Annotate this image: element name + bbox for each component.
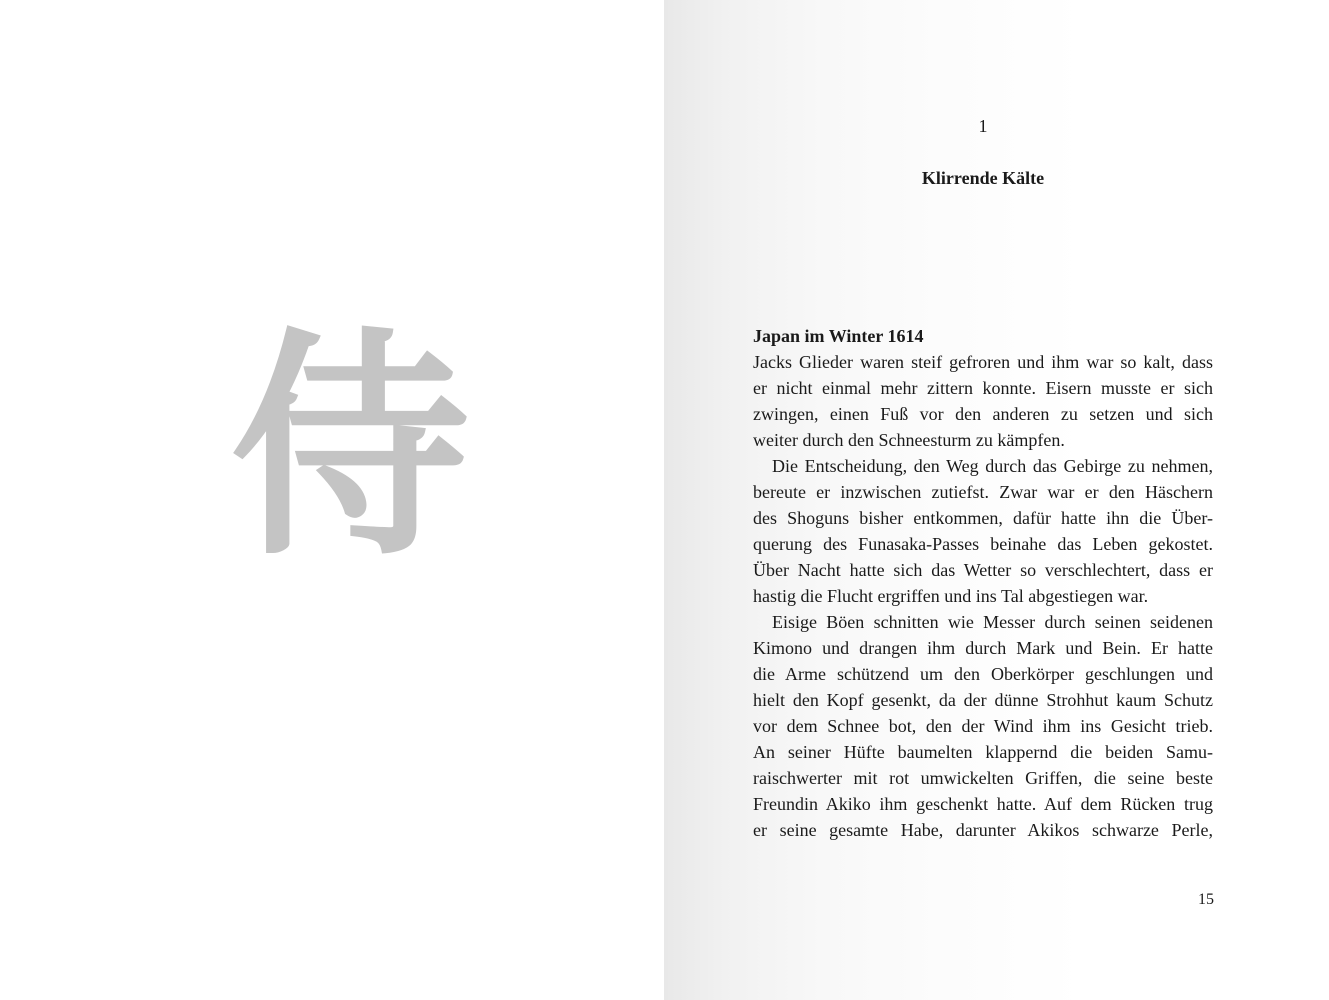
right-page — [664, 0, 1329, 1000]
text-line: er nicht einmal mehr zittern konnte. Eisern musste er sich — [753, 378, 1213, 398]
text-line: bereute er inzwischen zutiefst. Zwar war er den Häschern — [753, 482, 1213, 502]
text-line: Freundin Akiko ihm geschenkt hatte. Auf dem Rücken trug — [753, 794, 1213, 814]
text-line: vor dem Schnee bot, den der Wind ihm ins Gesicht trieb. — [753, 716, 1213, 736]
text-line: raischwerter mit rot umwickelten Griffen, die seine beste — [753, 768, 1213, 788]
text-line: An seiner Hüfte baumelten klappernd die beiden Samu- — [753, 742, 1213, 762]
text-line: Über Nacht hatte sich das Wetter so verschlechtert, dass er — [753, 560, 1213, 580]
text-line: hielt den Kopf gesenkt, da der dünne Strohhut kaum Schutz — [753, 690, 1213, 710]
text-line: des Shoguns bisher entkommen, dafür hatte ihn die Über- — [753, 508, 1213, 528]
text-line: er seine gesamte Habe, darunter Akikos schwarze Perle, — [753, 820, 1213, 840]
text-line: die Arme schützend um den Oberkörper geschlungen und — [753, 664, 1213, 684]
page-number: 15 — [1198, 891, 1214, 908]
text-line: weiter durch den Schneesturm zu kämpfen. — [753, 430, 1065, 450]
section-heading: Japan im Winter 1614 — [753, 326, 924, 346]
text-line: Jacks Glieder waren steif gefroren und ihm war so kalt, dass — [753, 352, 1213, 372]
chapter-body-text — [753, 323, 1213, 843]
text-line: querung des Funasaka-Passes beinahe das Leben gekostet. — [753, 534, 1213, 554]
text-line: hastig die Flucht ergriffen und ins Tal abgestiegen war. — [753, 586, 1149, 606]
text-line: Die Entscheidung, den Weg durch das Gebirge zu nehmen, — [772, 456, 1213, 476]
chapter-number: 1 — [978, 116, 988, 136]
left-page — [0, 0, 664, 1000]
text-line: Kimono und drangen ihm durch Mark und Bein. Er hatte — [753, 638, 1213, 658]
chapter-title: Klirrende Kälte — [921, 168, 1045, 188]
samurai-kanji: 侍 — [229, 308, 470, 588]
text-line: Eisige Böen schnitten wie Messer durch seinen seidenen — [772, 612, 1213, 632]
text-line: zwingen, einen Fuß vor den anderen zu setzen und sich — [753, 404, 1213, 424]
